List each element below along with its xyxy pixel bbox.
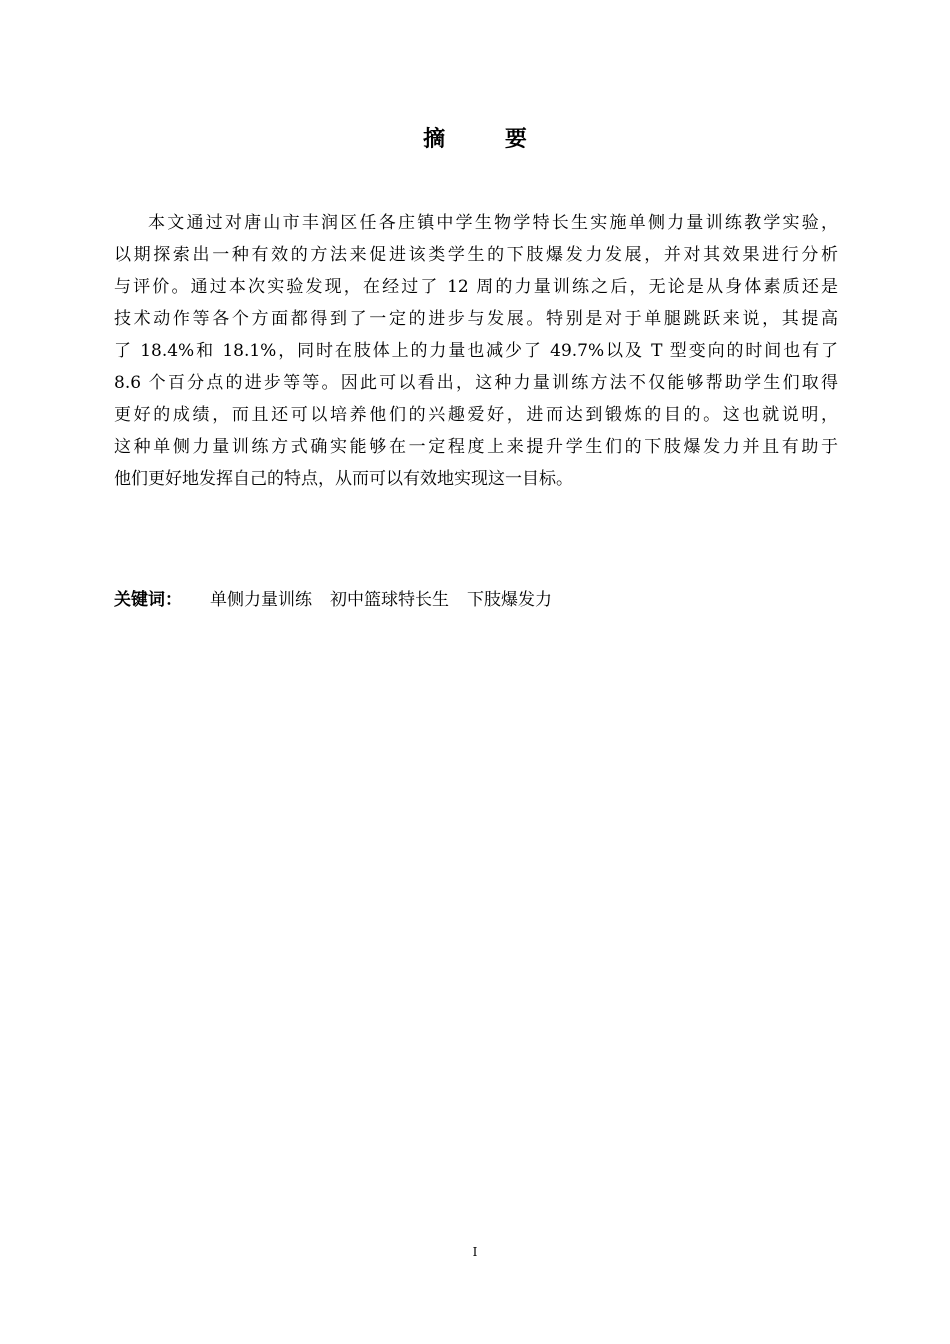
- page-number: I: [472, 1245, 478, 1259]
- page-title: 摘 要: [423, 127, 553, 152]
- abstract-line: 技术动作等各个方面都得到了一定的进步与发展。特别是对于单腿跳跃来说，其提高: [114, 309, 838, 329]
- abstract-line: 他们更好地发挥自己的特点，从而可以有效地实现这一目标。: [114, 469, 573, 489]
- keyword-item: 下肢爆发力: [467, 590, 552, 610]
- abstract-line: 了 18.4%和 18.1%，同时在肢体上的力量也减少了 49.7%以及 T 型变向的时间也有了: [114, 341, 838, 361]
- abstract-line: 以期探索出一种有效的方法来促进该类学生的下肢爆发力发展，并对其效果进行分析: [114, 245, 838, 265]
- keyword-item: 单侧力量训练: [210, 590, 312, 610]
- keywords-label: 关键词：: [114, 590, 182, 610]
- abstract-line: 与评价。通过本次实验发现，在经过了 12 周的力量训练之后，无论是从身体素质还是: [114, 277, 838, 297]
- abstract-line: 更好的成绩，而且还可以培养他们的兴趣爱好，进而达到锻炼的目的。这也就说明，: [114, 405, 838, 425]
- keyword-item: 初中篮球特长生: [330, 590, 449, 610]
- abstract-body: [114, 207, 838, 495]
- abstract-line: 这种单侧力量训练方式确实能够在一定程度上来提升学生们的下肢爆发力并且有助于: [114, 437, 838, 457]
- abstract-line: 8.6 个百分点的进步等等。因此可以看出，这种力量训练方法不仅能够帮助学生们取得: [114, 373, 838, 393]
- keywords-section: [114, 584, 552, 616]
- abstract-line: 本文通过对唐山市丰润区任各庄镇中学生物学特长生实施单侧力量训练教学实验，: [148, 213, 838, 233]
